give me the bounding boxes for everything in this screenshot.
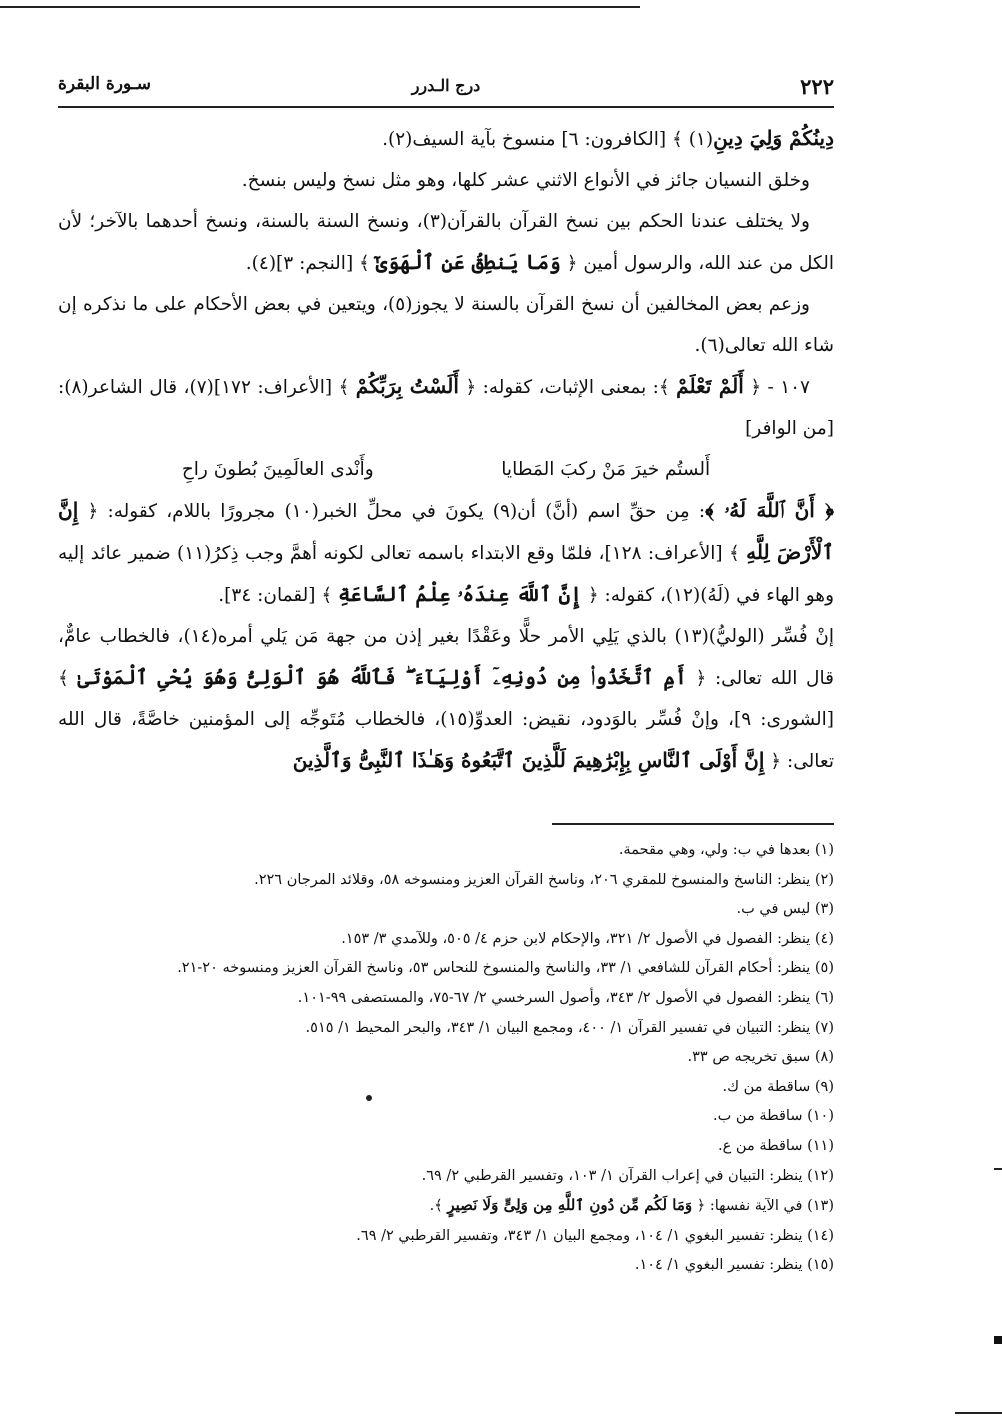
text-run: (١٣) في الآية نفسها: ﴿ <box>696 1198 834 1215</box>
footnote <box>40 1191 834 1222</box>
quran-verse: دِينُكُمْ وَلِيَ دِينِ <box>713 126 834 150</box>
paragraph <box>58 201 834 284</box>
paragraph: وخلق النسيان جائز في الأنواع الاثني عشر كلها، وهو مثل نسخ وليس بنسخ. <box>241 170 810 191</box>
main-text <box>58 118 834 782</box>
text-run: ﴾ [لقمان: ٣٤]. <box>218 585 333 606</box>
scan-mark <box>955 1412 1002 1414</box>
footnote: (٦) ينظر: الفصول في الأصول ٢/ ٣٤٣، وأصول السرخسي ٢/ ٦٧-٧٥، والمستصفى ٩٩-١٠١. <box>297 989 834 1006</box>
text-run: ﴾ [النجم: ٣](٤). <box>245 253 370 274</box>
text-run: ﴾: بمعنى الإثبات، كقوله: ﴿ <box>465 377 670 398</box>
entry-number: ١٠٧ - ﴿ <box>750 377 810 398</box>
footnote: (٢) ينظر: الناسخ والمنسوخ للمقري ٢٠٦، وناسخ القرآن العزيز ومنسوخه ٥٨، وقلائد المرجان ٢٢٦. <box>254 871 834 888</box>
text-run: ﴾ [الأعراف: ١٢٨]، فلمّا وقع الابتداء باسمه تعالى لكونه أهمَّ وجب ذِكرُ(١١) ضمير عائد إليه وهو الهاء في (لَهُ)(١٢)، كقوله: ﴿ <box>58 543 834 606</box>
poem-verse <box>58 449 834 490</box>
poem-hemistich: وأَنْدى العالَمِينَ بُطونَ راحِ <box>181 459 374 480</box>
footnote: (١٠) ساقطة من ب. <box>713 1108 834 1125</box>
text-run: ﴾ [الأعراف: ١٧٢](٧)، قال الشاعر(٨): [من الوافر] <box>58 377 834 439</box>
entry-107 <box>58 366 834 449</box>
running-header <box>58 66 834 108</box>
paragraph <box>58 118 834 160</box>
page-number: ٢٢٢ <box>800 74 834 99</box>
quran-verse: إِنَّ ٱلْأَرْضَ لِلَّهِ <box>58 498 835 564</box>
paragraph <box>58 616 834 782</box>
footnotes <box>40 836 834 1281</box>
surah-name: سـورة البقرة <box>58 74 151 94</box>
text-run: : مِن حقِّ اسم (أنَّ) أن(٩) يكونَ في محلِّ الخبر(١٠) مجرورًا باللام، كقوله: ﴿ <box>87 501 706 522</box>
scan-speck <box>366 1095 372 1101</box>
poem-hemistich: أَلستُم خيرَ مَنْ ركبَ المَطايا <box>501 459 711 480</box>
quran-verse: وَمَا يَنطِقُ عَنِ ٱلْهَوَىٰٓ <box>375 250 561 274</box>
footnote: (١١) ساقطة من ع. <box>718 1137 834 1154</box>
footnote: (٩) ساقطة من ك. <box>722 1078 834 1095</box>
quran-verse: إِنَّ ٱللَّهَ عِندَهُۥ عِلْمُ ٱلسَّاعَةِ <box>338 582 582 606</box>
footnote: (١٥) ينظر: تفسير البغوي ١/ ١٠٤. <box>634 1257 834 1274</box>
footnote: (١٢) ينظر: التبيان في إعراب القرآن ١/ ١٠٣، وتفسير القرطبي ٢/ ٦٩. <box>421 1167 834 1184</box>
footnote: (٨) سبق تخريجه ص ٣٣. <box>687 1049 834 1066</box>
paragraph: وزعم بعض المخالفين أن نسخ القرآن بالسنة لا يجوز(٥)، ويتعين في بعض الأحكام على ما نذكره إن شاء الله تعالى(٦). <box>58 294 834 356</box>
footnote-separator <box>552 823 834 825</box>
text-run: ﴾ [الشورى: ٩]، وإنْ فُسِّر بالوَدود، نقيض: العدوِّ(١٥)، فالخطاب مُتَوجِّه إلى المؤمنين خاصَّةً، قال الله تعالى: ﴿ <box>58 668 835 772</box>
footnote: (١٤) ينظر: تفسير البغوي ١/ ١٠٤، ومجمع البيان ١/ ٣٤٣، وتفسير القرطبي ٢/ ٦٩. <box>356 1227 834 1244</box>
scan-mark <box>994 1168 1002 1170</box>
footnote: (٧) ينظر: التبيان في تفسير القرآن ١/ ٤٠٠، ومجمع البيان ١/ ٣٤٣، والبحر المحيط ١/ ٥١٥. <box>305 1019 834 1036</box>
quran-verse: أَمِ ٱتَّخَذُوا۟ مِن دُونِهِۦٓ أَوْلِيَآءَ ۖ فَٱللَّهُ هُوَ ٱلْوَلِىُّ وَهُوَ يُحْىِ ٱلْمَوْتَىٰ <box>77 665 687 689</box>
quran-verse: إِنَّ أَوْلَى ٱلنَّاسِ بِإِبْرَٰهِيمَ لَلَّذِينَ ٱتَّبَعُوهُ وَهَـٰذَا ٱلنَّبِىُّ وَٱلَّذِينَ <box>292 748 765 772</box>
footnote: (١) بعدها في ب: ولي، وهي مقحمة. <box>618 842 834 858</box>
footnote: (٤) ينظر: الفصول في الأصول ٢/ ٣٢١، والإحكام لابن حزم ٤/ ٥٠٥، وللآمدي ٣/ ١٥٣. <box>341 930 834 947</box>
paragraph <box>58 490 834 616</box>
quran-verse: وَمَا لَكُم مِّن دُونِ ٱللَّهِ مِن وَلِىٍّ وَلَا نَصِيرٍ <box>447 1196 693 1215</box>
book-title: درج الـدرر <box>411 76 481 95</box>
text-run: إنْ فُسِّر (الوليُّ)(١٣) بالذي يَلِي الأمر حلًّا وعَقْدًا بغير إذن من جهة مَن يَلي أمره(١٤)، فالخطاب عامٌّ، قال الله تعالى: ﴿ <box>58 626 835 689</box>
quran-verse: أَلَمْ تَعْلَمْ <box>676 374 744 398</box>
text-run: ﴾. <box>429 1198 443 1215</box>
quran-verse: أَلَسْتُ بِرَبِّكُمْ <box>355 374 459 398</box>
text-run: (١) ﴾ [الكافرون: ٦] منسوخ بآية السيف(٢). <box>382 129 714 150</box>
scan-mark <box>994 1336 1002 1344</box>
footnote: (٣) ليس في ب. <box>736 901 834 918</box>
quran-verse: ﴿ أَنَّ ٱللَّهَ لَهُۥ ﴾ <box>705 498 835 522</box>
footnote: (٥) ينظر: أحكام القرآن للشافعي ١/ ٣٣، والناسخ والمنسوخ للنحاس ٥٣، وناسخ القرآن العزيز ومنسوخه ٢٠-٢١. <box>177 960 834 977</box>
text-run: ولا يختلف عندنا الحكم بين نسخ القرآن بالقرآن(٣)، ونسخ السنة بالسنة، ونسخ أحدهما بالآخر؛ لأن الكل من عند الله، والرسول أمين ﴿ <box>58 211 834 274</box>
top-edge-rule <box>0 6 640 8</box>
